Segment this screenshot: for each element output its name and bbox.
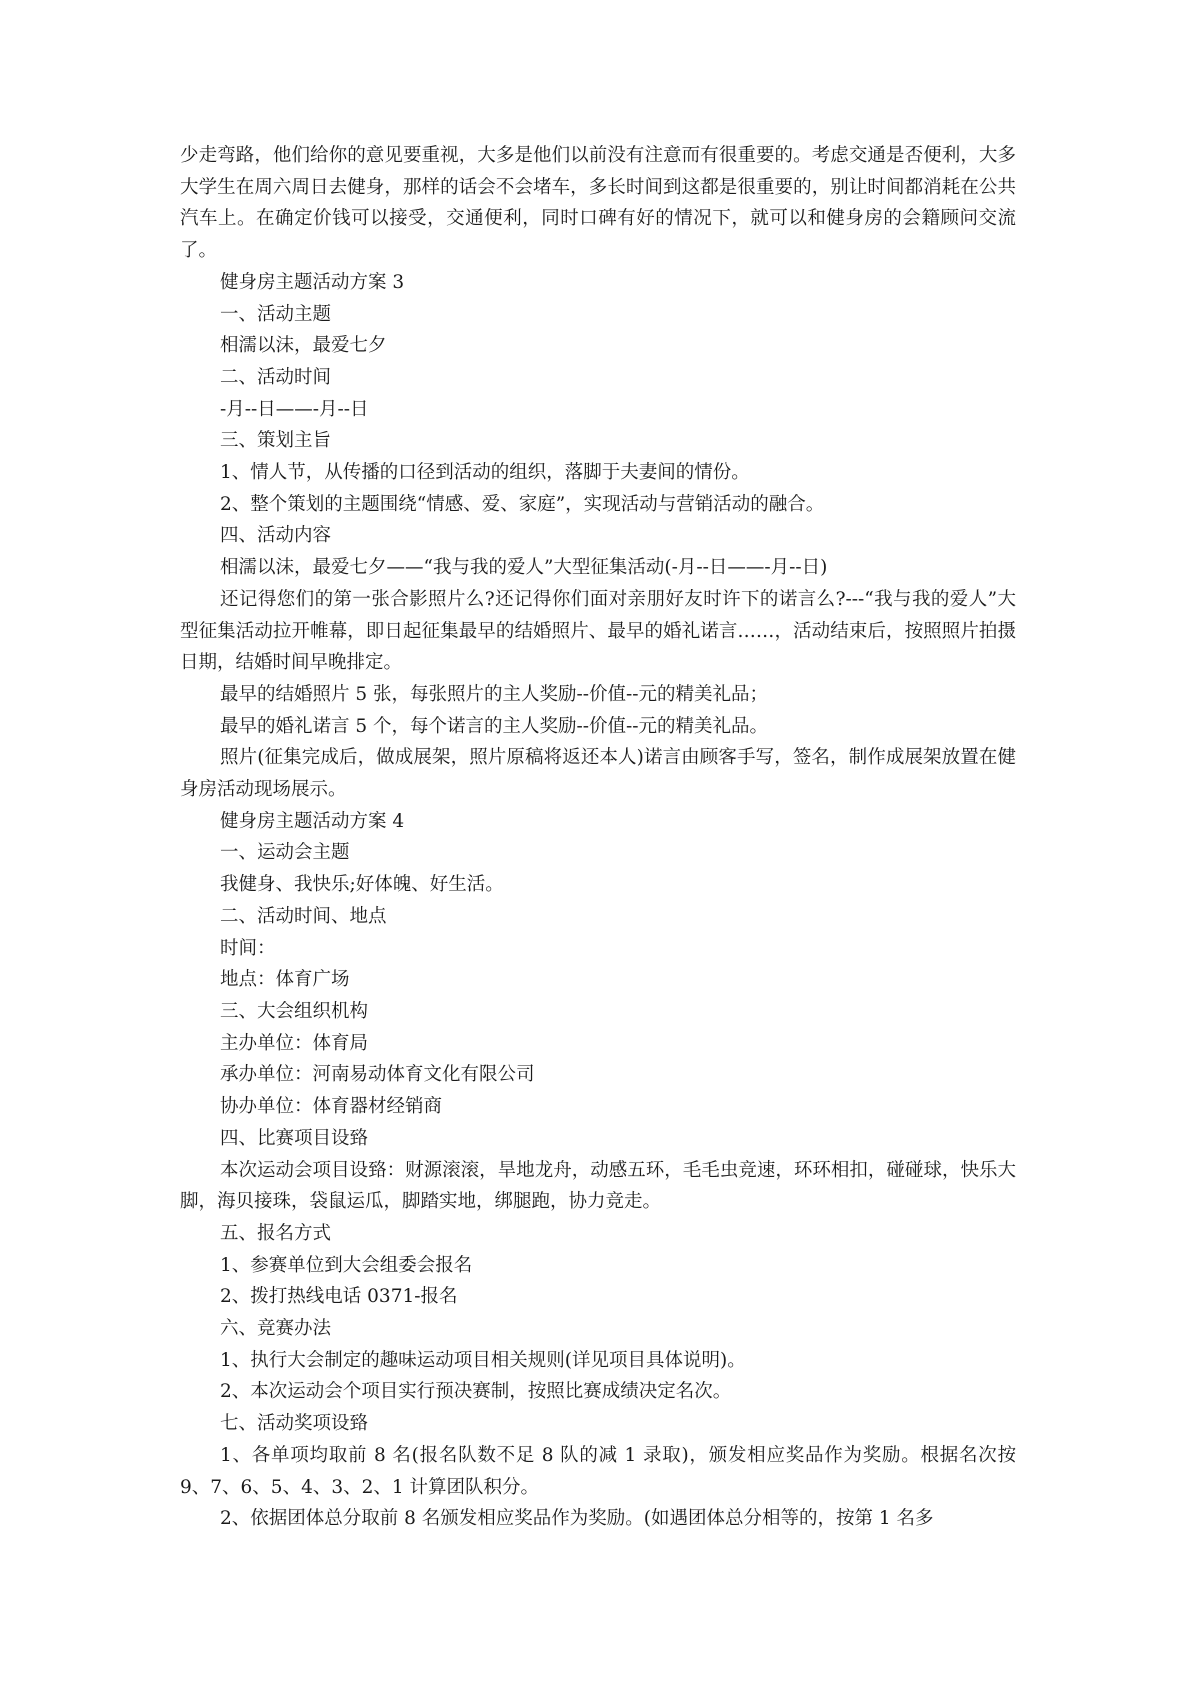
heading: 三、大会组织机构	[220, 1000, 369, 1022]
paragraph: 还记得您们的第一张合影照片么?还记得你们面对亲朋好友时许下的诺言么?---“我与我的爱人”大型征集活动拉开帷幕，即日起征集最早的结婚照片、最早的婚礼诺言……，活动结束后，按照照片拍摄日期，结婚时间早晚排定。	[180, 588, 1016, 674]
paragraph: 1、情人节，从传播的口径到活动的组织，落脚于夫妻间的情份。	[220, 462, 750, 484]
paragraph: -月--日——-月--日	[220, 398, 369, 420]
heading: 三、策划主旨	[220, 430, 332, 452]
heading: 七、活动奖项设臵	[220, 1413, 369, 1435]
paragraph: 协办单位：体育器材经销商	[220, 1096, 443, 1118]
heading: 四、活动内容	[220, 525, 332, 547]
paragraph: 相濡以沫，最爱七夕	[220, 335, 387, 357]
paragraph: 最早的婚礼诺言 5 个，每个诺言的主人奖励--价值--元的精美礼品。	[220, 715, 769, 737]
heading: 一、活动主题	[220, 303, 332, 325]
heading: 一、运动会主题	[220, 842, 350, 864]
section-title: 健身房主题活动方案 3	[220, 271, 405, 293]
paragraph: 相濡以沫，最爱七夕——“我与我的爱人”大型征集活动(-月--日——-月--日)	[220, 557, 828, 579]
paragraph: 主办单位：体育局	[220, 1032, 369, 1054]
paragraph: 2、整个策划的主题围绕“情感、爱、家庭”，实现活动与营销活动的融合。	[220, 493, 825, 515]
paragraph: 我健身、我快乐;好体魄、好生活。	[220, 874, 504, 896]
paragraph: 2、拨打热线电话 0371-报名	[220, 1286, 458, 1308]
paragraph: 承办单位：河南易动体育文化有限公司	[220, 1064, 535, 1086]
paragraph: 2、本次运动会个项目实行预决赛制，按照比赛成绩决定名次。	[220, 1381, 732, 1403]
paragraph: 1、参赛单位到大会组委会报名	[220, 1254, 473, 1276]
paragraph: 本次运动会项目设臵：财源滚滚，旱地龙舟，动感五环，毛毛虫竞速，环环相扣，碰碰球，快乐大脚，海贝接珠，袋鼠运瓜，脚踏实地，绑腿跑，协力竞走。	[180, 1159, 1016, 1213]
paragraph: 最早的结婚照片 5 张，每张照片的主人奖励--价值--元的精美礼品；	[220, 683, 769, 705]
paragraph: 2、依据团体总分取前 8 名颁发相应奖品作为奖励。(如遇团体总分相等的，按第 1 名多	[220, 1508, 934, 1530]
heading: 二、活动时间、地点	[220, 905, 387, 927]
paragraph: 1、各单项均取前 8 名(报名队数不足 8 队的减 1 录取)，颁发相应奖品作为奖励。根据名次按 9、7、6、5、4、3、2、1 计算团队积分。	[180, 1444, 1016, 1498]
heading: 六、竞赛办法	[220, 1318, 332, 1340]
heading: 四、比赛项目设臵	[220, 1127, 369, 1149]
paragraph: 1、执行大会制定的趣味运动项目相关规则(详见项目具体说明)。	[220, 1349, 746, 1371]
paragraph: 时间：	[220, 937, 276, 959]
paragraph: 地点：体育广场	[220, 969, 350, 991]
document-body	[180, 140, 1016, 1535]
section-title: 健身房主题活动方案 4	[220, 810, 405, 832]
paragraph: 照片(征集完成后，做成展架，照片原稿将返还本人)诺言由顾客手写，签名，制作成展架放置在健身房活动现场展示。	[180, 747, 1016, 801]
heading: 五、报名方式	[220, 1222, 332, 1244]
paragraph: 少走弯路，他们给你的意见要重视，大多是他们以前没有注意而有很重要的。考虑交通是否便利，大多大学生在周六周日去健身，那样的话会不会堵车，多长时间到这都是很重要的，别让时间都消耗在公共汽车上。在确定价钱可以接受，交通便利，同时口碑有好的情况下，就可以和健身房的会籍顾问交流了。	[180, 145, 1016, 262]
heading: 二、活动时间	[220, 366, 332, 388]
